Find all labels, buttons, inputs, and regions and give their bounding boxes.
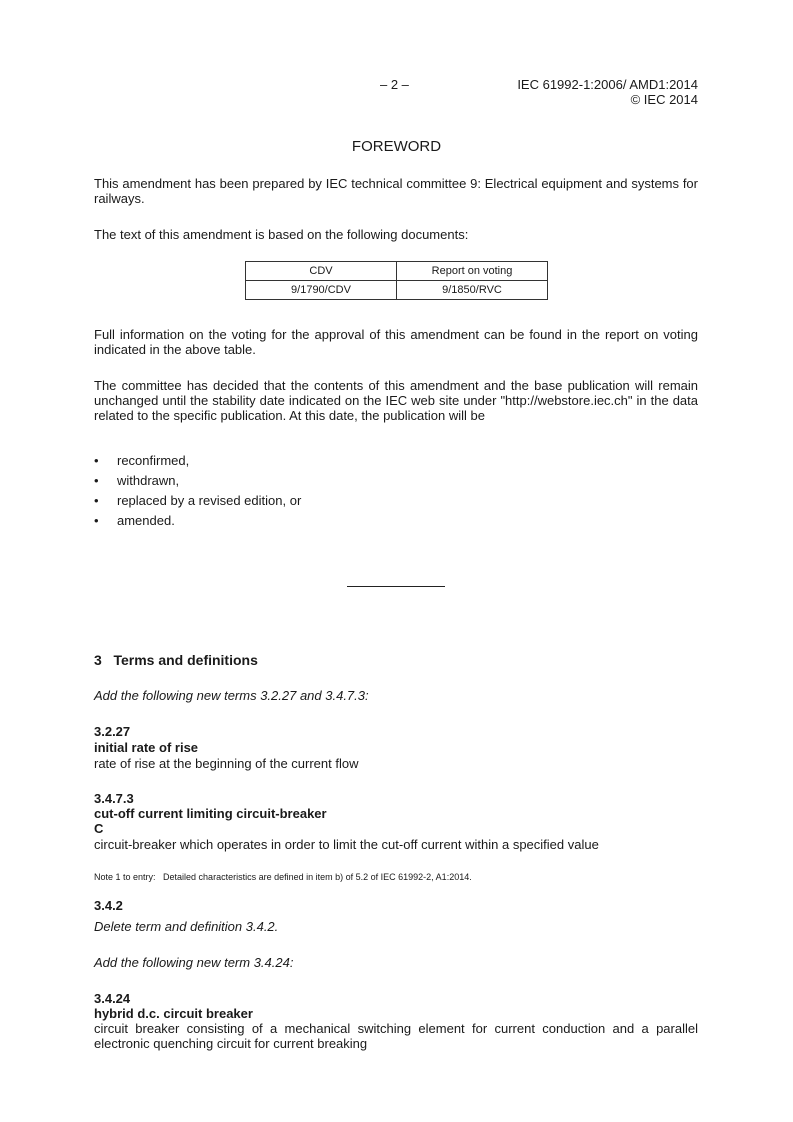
section-heading: 3 Terms and definitions (94, 652, 258, 668)
term-number: 3.4.7.3 (94, 791, 134, 806)
table-cell-cdv: 9/1790/CDV (246, 281, 397, 300)
document-id: IEC 61992-1:2006/ AMD1:2014 (517, 77, 698, 92)
term-name: hybrid d.c. circuit breaker (94, 1006, 253, 1021)
term-name: cut-off current limiting circuit-breaker (94, 806, 327, 821)
list-item: • replaced by a revised edition, or (94, 493, 302, 508)
term-symbol: C (94, 821, 104, 836)
term-definition: circuit-breaker which operates in order to limit the cut-off current within a specified value (94, 837, 599, 852)
term-definition: circuit breaker consisting of a mechanical switching element for current conduction and a parallel electronic quenching circuit for current breaking (94, 1021, 698, 1051)
bullet-icon: • (94, 513, 99, 528)
foreword-paragraph-2: The text of this amendment is based on the following documents: (94, 227, 469, 242)
publication-outcome-list (94, 453, 698, 533)
list-item: • reconfirmed, (94, 453, 190, 468)
list-item: • amended. (94, 513, 175, 528)
term-number: 3.4.24 (94, 991, 131, 1006)
copyright-notice: © IEC 2014 (630, 92, 698, 107)
bullet-icon: • (94, 493, 99, 508)
foreword-paragraph-1: This amendment has been prepared by IEC technical committee 9: Electrical equipment and systems for railways. (94, 176, 698, 206)
instruction-add-term: Add the following new term 3.4.24: (94, 955, 294, 970)
list-item: • withdrawn, (94, 473, 180, 488)
bullet-icon: • (94, 453, 99, 468)
term-number: 3.4.2 (94, 898, 123, 913)
instruction-delete-term: Delete term and definition 3.4.2. (94, 919, 279, 934)
bullet-icon: • (94, 473, 99, 488)
term-name: initial rate of rise (94, 740, 199, 755)
voting-documents-table (245, 261, 548, 300)
foreword-paragraph-3: Full information on the voting for the approval of this amendment can be found in the report on voting indicated in the above table. (94, 327, 698, 357)
term-note: Note 1 to entry: Detailed characteristics are defined in item b) of 5.2 of IEC 61992-2, A1:2014. (94, 872, 472, 882)
foreword-title: FOREWORD (351, 138, 442, 155)
table-header-report-on-voting: Report on voting (397, 262, 548, 281)
instruction-add-terms: Add the following new terms 3.2.27 and 3.4.7.3: (94, 688, 369, 703)
page-number: – 2 – (380, 77, 409, 92)
table-header-cdv: CDV (246, 262, 397, 281)
section-divider (347, 586, 445, 587)
term-definition: rate of rise at the beginning of the current flow (94, 756, 359, 771)
term-number: 3.2.27 (94, 724, 131, 739)
table-cell-rvc: 9/1850/RVC (397, 281, 548, 300)
foreword-paragraph-4: The committee has decided that the contents of this amendment and the base publication will remain unchanged until the stability date indicated on the IEC web site under "http://webstore.iec.ch" in the data related to the specific publication. At this date, the publication will be (94, 378, 698, 423)
